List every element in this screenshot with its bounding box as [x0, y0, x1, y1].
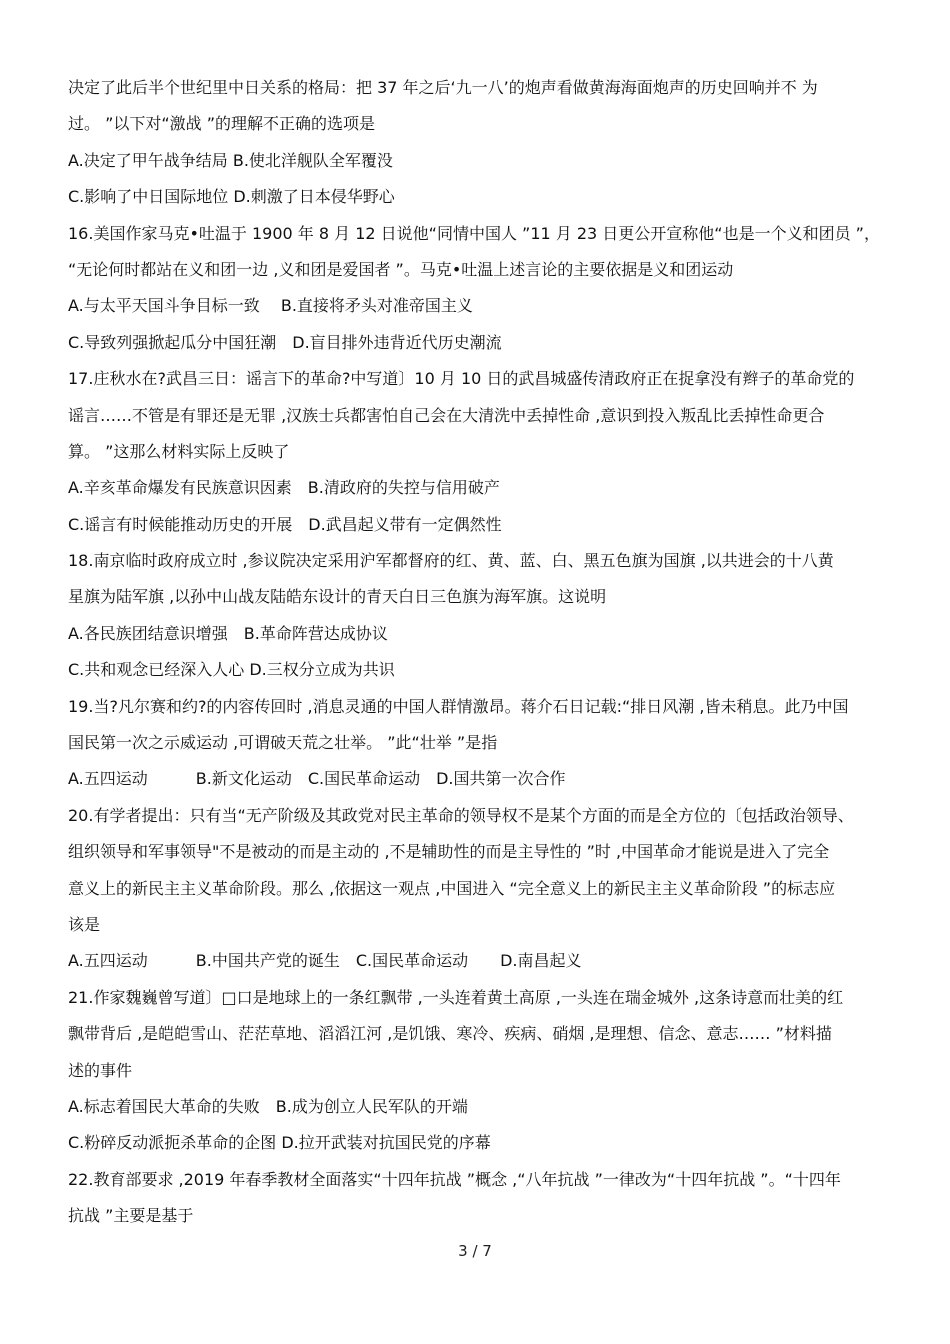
option-line: C.谣言有时候能推动历史的开展 D.武昌起义带有一定偶然性: [68, 514, 502, 534]
question-20-line: 20.有学者提出：只有当“无产阶级及其政党对民主革命的领导权不是某个方面的而是全方位的〔包括政治领导、: [68, 805, 854, 825]
text-line: 飘带背后 ,是皑皑雪山、茫茫草地、滔滔江河 ,是饥饿、寒冷、疾病、硝烟 ,是理想、信念、意志…… ”材料描: [68, 1024, 832, 1044]
question-21-line: 21.作家魏巍曾写道〕□口是地球上的一条红飘带 ,一头连着黄土高原 ,一头连在瑞金城外 ,这条诗意而壮美的红: [68, 987, 844, 1007]
text-line: 述的事件: [68, 1060, 133, 1080]
text-line: 决定了此后半个世纪里中日关系的格局：把 37 年之后‘九一八’的炮声看做黄海海面炮声的历史回响并不 为: [68, 78, 818, 97]
text-line: 谣言……不管是有罪还是无罪 ,汉族士兵都害怕自己会在大清洗中丢掉性命 ,意识到投入叛乱比丢掉性命更合: [68, 405, 825, 425]
document-body: [68, 70, 890, 1235]
option-line: A.决定了甲午战争结局 B.使北洋舰队全军覆没: [68, 150, 393, 170]
option-line: A.五四运动 B.中国共产党的诞生 C.国民革命运动 D.南昌起义: [68, 951, 582, 971]
option-line: A.五四运动 B.新文化运动 C.国民革命运动 D.国共第一次合作: [68, 769, 566, 789]
option-line: C.影响了中日国际地位 D.刺激了日本侵华野心: [68, 187, 395, 207]
text-line: 国民第一次之示威运动 ,可谓破天荒之壮举。 ”此“壮举 ”是指: [68, 733, 498, 753]
question-19-line: 19.当?凡尔赛和约?的内容传回时 ,消息灵通的中国人群情激昂。蒋介石日记载:“排日风潮 ,皆未稍息。此乃中国: [68, 696, 849, 716]
page-number: 3 / 7: [458, 1242, 492, 1260]
option-line: C.粉碎反动派扼杀革命的企图 D.拉开武装对抗国民党的序幕: [68, 1133, 491, 1153]
option-line: A.标志着国民大革命的失败 B.成为创立人民军队的开端: [68, 1096, 468, 1116]
option-line: C.共和观念已经深入人心 D.三权分立成为共识: [68, 660, 395, 680]
question-17-line: 17.庄秋水在?武昌三日：谣言下的革命?中写道〕10 月 10 日的武昌城盛传清政府正在捉拿没有辫子的革命党的: [68, 369, 855, 389]
option-line: A.各民族团结意识增强 B.革命阵营达成协议: [68, 623, 388, 643]
option-line: A.辛亥革命爆发有民族意识因素 B.清政府的失控与信用破产: [68, 478, 500, 498]
text-line: 组织领导和军事领导"不是被动的而是主动的 ,不是辅助性的而是主导性的 ”时 ,中国革命才能说是进入了完全: [68, 842, 830, 862]
text-line: 算。 ”这那么材料实际上反映了: [68, 441, 290, 461]
text-line: 意义上的新民主主义革命阶段。那么 ,依据这一观点 ,中国进入 “完全意义上的新民主主义革命阶段 ”的标志应: [68, 878, 836, 898]
question-16-line: 16.美国作家马克•吐温于 1900 年 8 月 12 日说他“同情中国人 ”11 月 23 日更公开宣称他“也是一个义和团员 ”，: [68, 223, 880, 243]
text-line: 星旗为陆军旗 ,以孙中山战友陆皓东设计的青天白日三色旗为海军旗。这说明: [68, 587, 607, 607]
text-line: 该是: [68, 914, 101, 934]
option-line: C.导致列强掀起瓜分中国狂潮 D.盲目排外违背近代历史潮流: [68, 332, 502, 352]
text-line: 抗战 ”主要是基于: [68, 1206, 194, 1226]
text-line: “无论何时都站在义和团一边 ,义和团是爱国者 ”。马克•吐温上述言论的主要依据是义和团运动: [68, 259, 734, 279]
question-18-line: 18.南京临时政府成立时 ,参议院决定采用沪军都督府的红、黄、蓝、白、黑五色旗为国旗 ,以共进会的十八黄: [68, 551, 834, 571]
text-line: 过。 ”以下对“激战 ”的理解不正确的选项是: [68, 114, 376, 134]
option-line: A.与太平天国斗争目标一致 B.直接将矛头对准帝国主义: [68, 296, 473, 316]
question-22-line: 22.教育部要求 ,2019 年春季教材全面落实“十四年抗战 ”概念 ,“八年抗战 ”一律改为“十四年抗战 ”。“十四年: [68, 1169, 841, 1189]
